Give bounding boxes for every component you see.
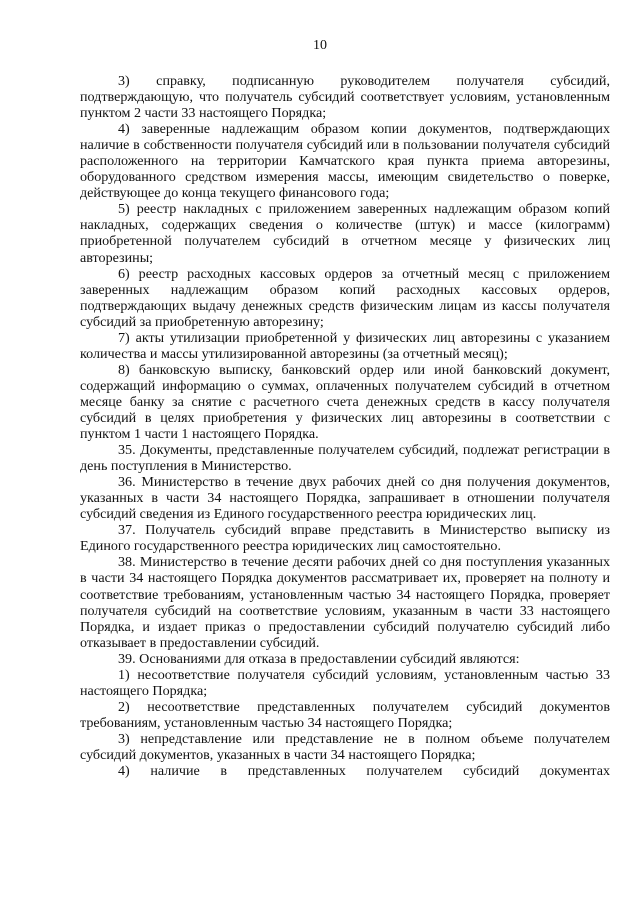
paragraph-item-5: 5) реестр накладных с приложением заверенных надлежащим образом копий накладных, содержащих сведения о количестве (штук) и массе (килограмм) приобретенной получателем субсидий в отчетном месяце у физических лиц авторезины; [80,201,610,266]
paragraph-section-35: 35. Документы, представленные получателем субсидий, подлежат регистрации в день поступления в Министерство. [80,442,610,475]
paragraph-refusal-3: 3) непредставление или представление не в полном объеме получателем субсидий документов, указанных в части 34 настоящего Порядка; [80,730,610,763]
paragraph-section-36: 36. Министерство в течение двух рабочих дней со дня получения документов, указанных в части 34 настоящего Порядка, запрашивает в отношении получателя субсидий сведения из Единого государственного реестра юридических лиц. [80,474,610,523]
paragraph-item-8: 8) банковскую выписку, банковский ордер или иной банковский документ, содержащий информацию о суммах, оплаченных получателем субсидий в отчетном месяце банку за снятие с расчетного счета денежных средств в кассу получателя субсидий в целях приобретения у физических лиц авторезины в соответствии с пунктом 1 части 1 настоящего Порядка. [80,361,610,443]
paragraph-section-39: 39. Основаниями для отказа в предоставлении субсидий являются: [118,650,520,667]
paragraph-item-4: 4) заверенные надлежащим образом копии документов, подтверждающих наличие в собственности получателя субсидий или в пользовании получателя субсидий расположенного на территории Камчатского края пункта приема авторезины, оборудованного средством измерения массы, имеющим свидетельство о поверке, действующее до конца текущего финансового года; [80,121,610,202]
paragraph-section-38: 38. Министерство в течение десяти рабочих дней со дня поступления указанных в части 34 настоящего Порядка документов рассматривает их, проверяет на полноту и соответствие требованиям, установленным частью 34 настоящего Порядка, проверяет получателя субсидий на соответствие условиям, указанным в части 33 настоящего Порядка, и издает приказ о предоставлении субсидий получателю субсидий либо отказывает в предоставлении субсидий. [80,554,610,651]
paragraph-section-37: 37. Получатель субсидий вправе представить в Министерство выписку из Единого государственного реестра юридических лиц самостоятельно. [80,522,610,555]
paragraph-item-7: 7) акты утилизации приобретенной у физических лиц авторезины с указанием количества и массы утилизированной авторезины (за отчетный месяц); [80,329,610,362]
paragraph-refusal-1: 1) несоответствие получателя субсидий условиям, установленным частью 33 настоящего Порядка; [80,666,610,699]
paragraph-refusal-4: 4) наличие в представленных получателем субсидий документах [118,763,610,780]
document-body [80,73,610,779]
page-number: 10 [313,38,327,53]
paragraph-item-3: 3) справку, подписанную руководителем получателя субсидий, подтверждающую, что получатель субсидий соответствует условиям, установленным пунктом 2 части 33 настоящего Порядка; [80,73,610,122]
paragraph-item-6: 6) реестр расходных кассовых ордеров за отчетный месяц с приложением заверенных надлежащим образом копий расходных кассовых ордеров, подтверждающих выдачу денежных средств физическим лицам из кассы получателя субсидий за приобретенную авторезину; [80,265,610,330]
paragraph-refusal-2: 2) несоответствие представленных получателем субсидий документов требованиям, установленным частью 34 настоящего Порядка; [80,698,610,731]
